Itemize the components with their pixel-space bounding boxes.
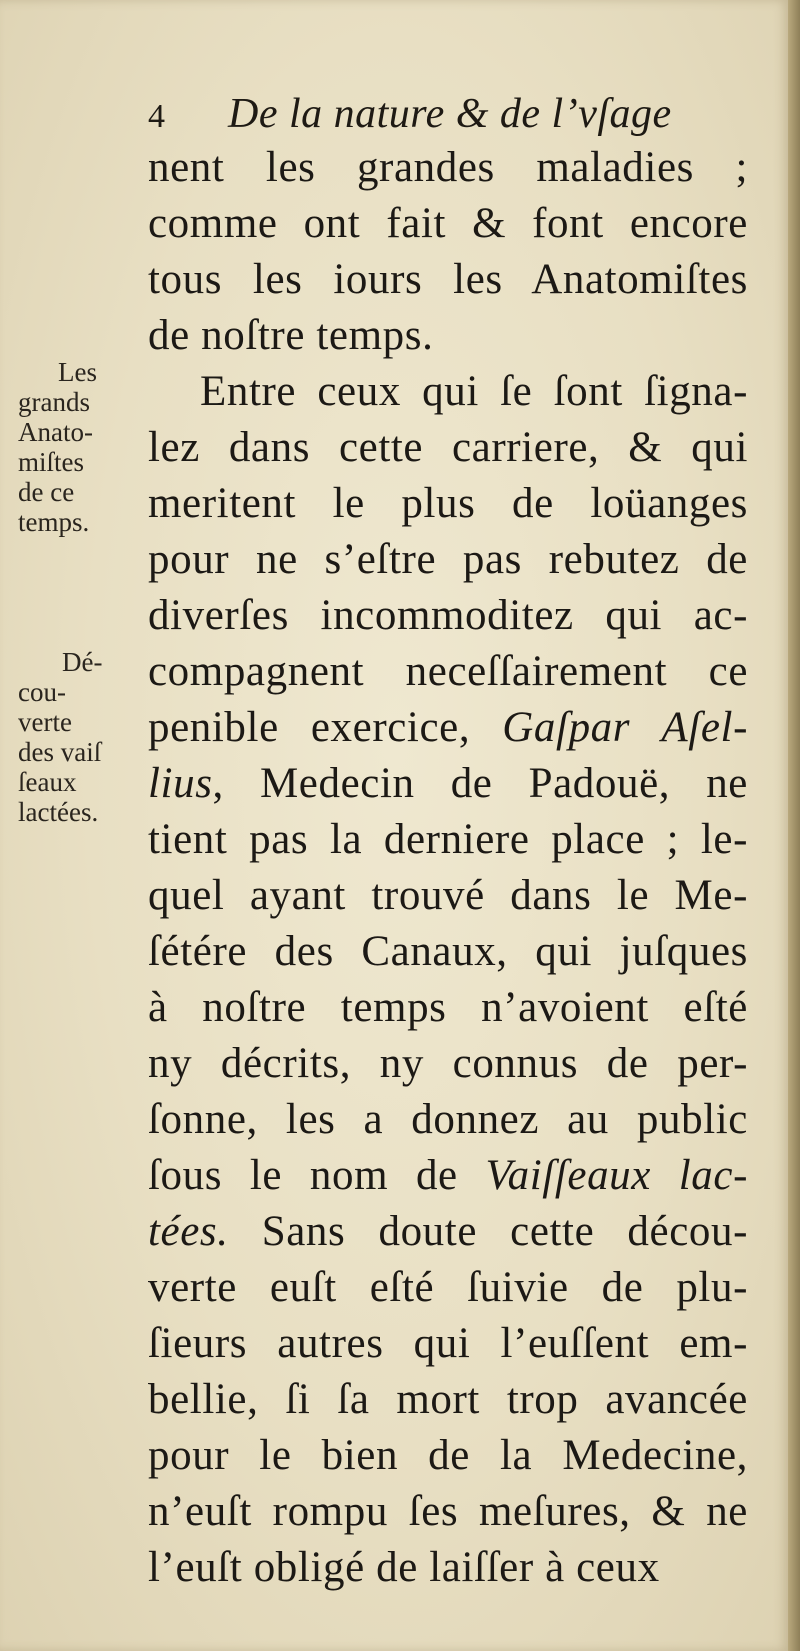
text-line: ſétére des Canaux, qui juſques — [148, 928, 748, 975]
text-line: meritent le plus de loüanges — [148, 480, 748, 527]
text-line — [148, 1148, 748, 1204]
running-title: De la nature & de l’vſage — [228, 91, 672, 137]
text-line: de noſtre temps. — [148, 312, 434, 359]
text-run: penible exercice, — [148, 704, 503, 751]
margin-note-line: verte — [18, 707, 72, 737]
text-line: tous les iours les Anatomiſtes — [148, 256, 748, 303]
text-line: Entre ceux qui ſe ſont ſigna- — [200, 368, 748, 415]
margin-note-line: temps. — [18, 507, 90, 537]
text-line: quel ayant trouvé dans le Me- — [148, 872, 748, 919]
text-line — [148, 756, 748, 812]
body-text — [148, 140, 748, 1596]
margin-note-anatomists — [18, 357, 136, 537]
margin-note-discovery — [18, 647, 153, 827]
text-line: bellie, ſi ſa mort trop avancée — [148, 1376, 748, 1423]
running-head — [148, 88, 748, 148]
text-run: Sans doute cette décou- — [228, 1208, 748, 1255]
margin-note-line: miſtes — [18, 447, 84, 477]
text-line: compagnent neceſſairement ce — [148, 648, 748, 695]
page-edge — [788, 0, 800, 1651]
italic-text: tées. — [148, 1208, 229, 1255]
margin-note-line: grands — [18, 387, 90, 417]
text-line: n’euſt rompu ſes meſures, & ne — [148, 1488, 748, 1535]
italic-text: Gaſpar Aſel- — [502, 704, 748, 751]
margin-note-line: ſeaux — [18, 767, 77, 797]
text-line: l’euſt obligé de laiſſer à ceux — [148, 1544, 660, 1591]
margin-note-line: lactées. — [18, 797, 99, 827]
text-line: diverſes incommoditez qui ac- — [148, 592, 748, 639]
text-line: tient pas la derniere place ; le- — [148, 816, 748, 863]
text-line: ſonne, les a donnez au public — [148, 1096, 748, 1143]
text-run: ſous le nom de — [148, 1152, 486, 1199]
text-line: ny décrits, ny connus de per- — [148, 1040, 748, 1087]
text-line: lez dans cette carriere, & qui — [148, 424, 748, 471]
text-line: verte euſt eſté ſuivie de plu- — [148, 1264, 748, 1311]
margin-note-line: des vaiſ — [18, 737, 102, 767]
text-line — [148, 700, 748, 756]
italic-text: lius — [148, 760, 213, 807]
text-line: comme ont fait & font encore — [148, 200, 748, 247]
margin-note-line: cou- — [18, 677, 66, 707]
margin-note-line: de ce — [18, 477, 75, 507]
text-line: pour le bien de la Medecine, — [148, 1432, 748, 1479]
text-line: à noſtre temps n’avoient eſté — [148, 984, 748, 1031]
margin-note-line: Les — [58, 357, 97, 387]
margin-note-line: Anato- — [18, 417, 93, 447]
text-line: ſieurs autres qui l’euſſent em- — [148, 1320, 748, 1367]
italic-text: Vaiſſeaux lac- — [485, 1152, 749, 1199]
text-line: nent les grandes maladies ; — [148, 144, 748, 191]
text-run: , Medecin de Padouë, ne — [212, 760, 748, 807]
margin-note-line: Dé- — [62, 647, 103, 677]
text-line — [148, 1204, 748, 1260]
page-number: 4 — [148, 98, 165, 135]
text-line: pour ne s’eſtre pas rebutez de — [148, 536, 748, 583]
